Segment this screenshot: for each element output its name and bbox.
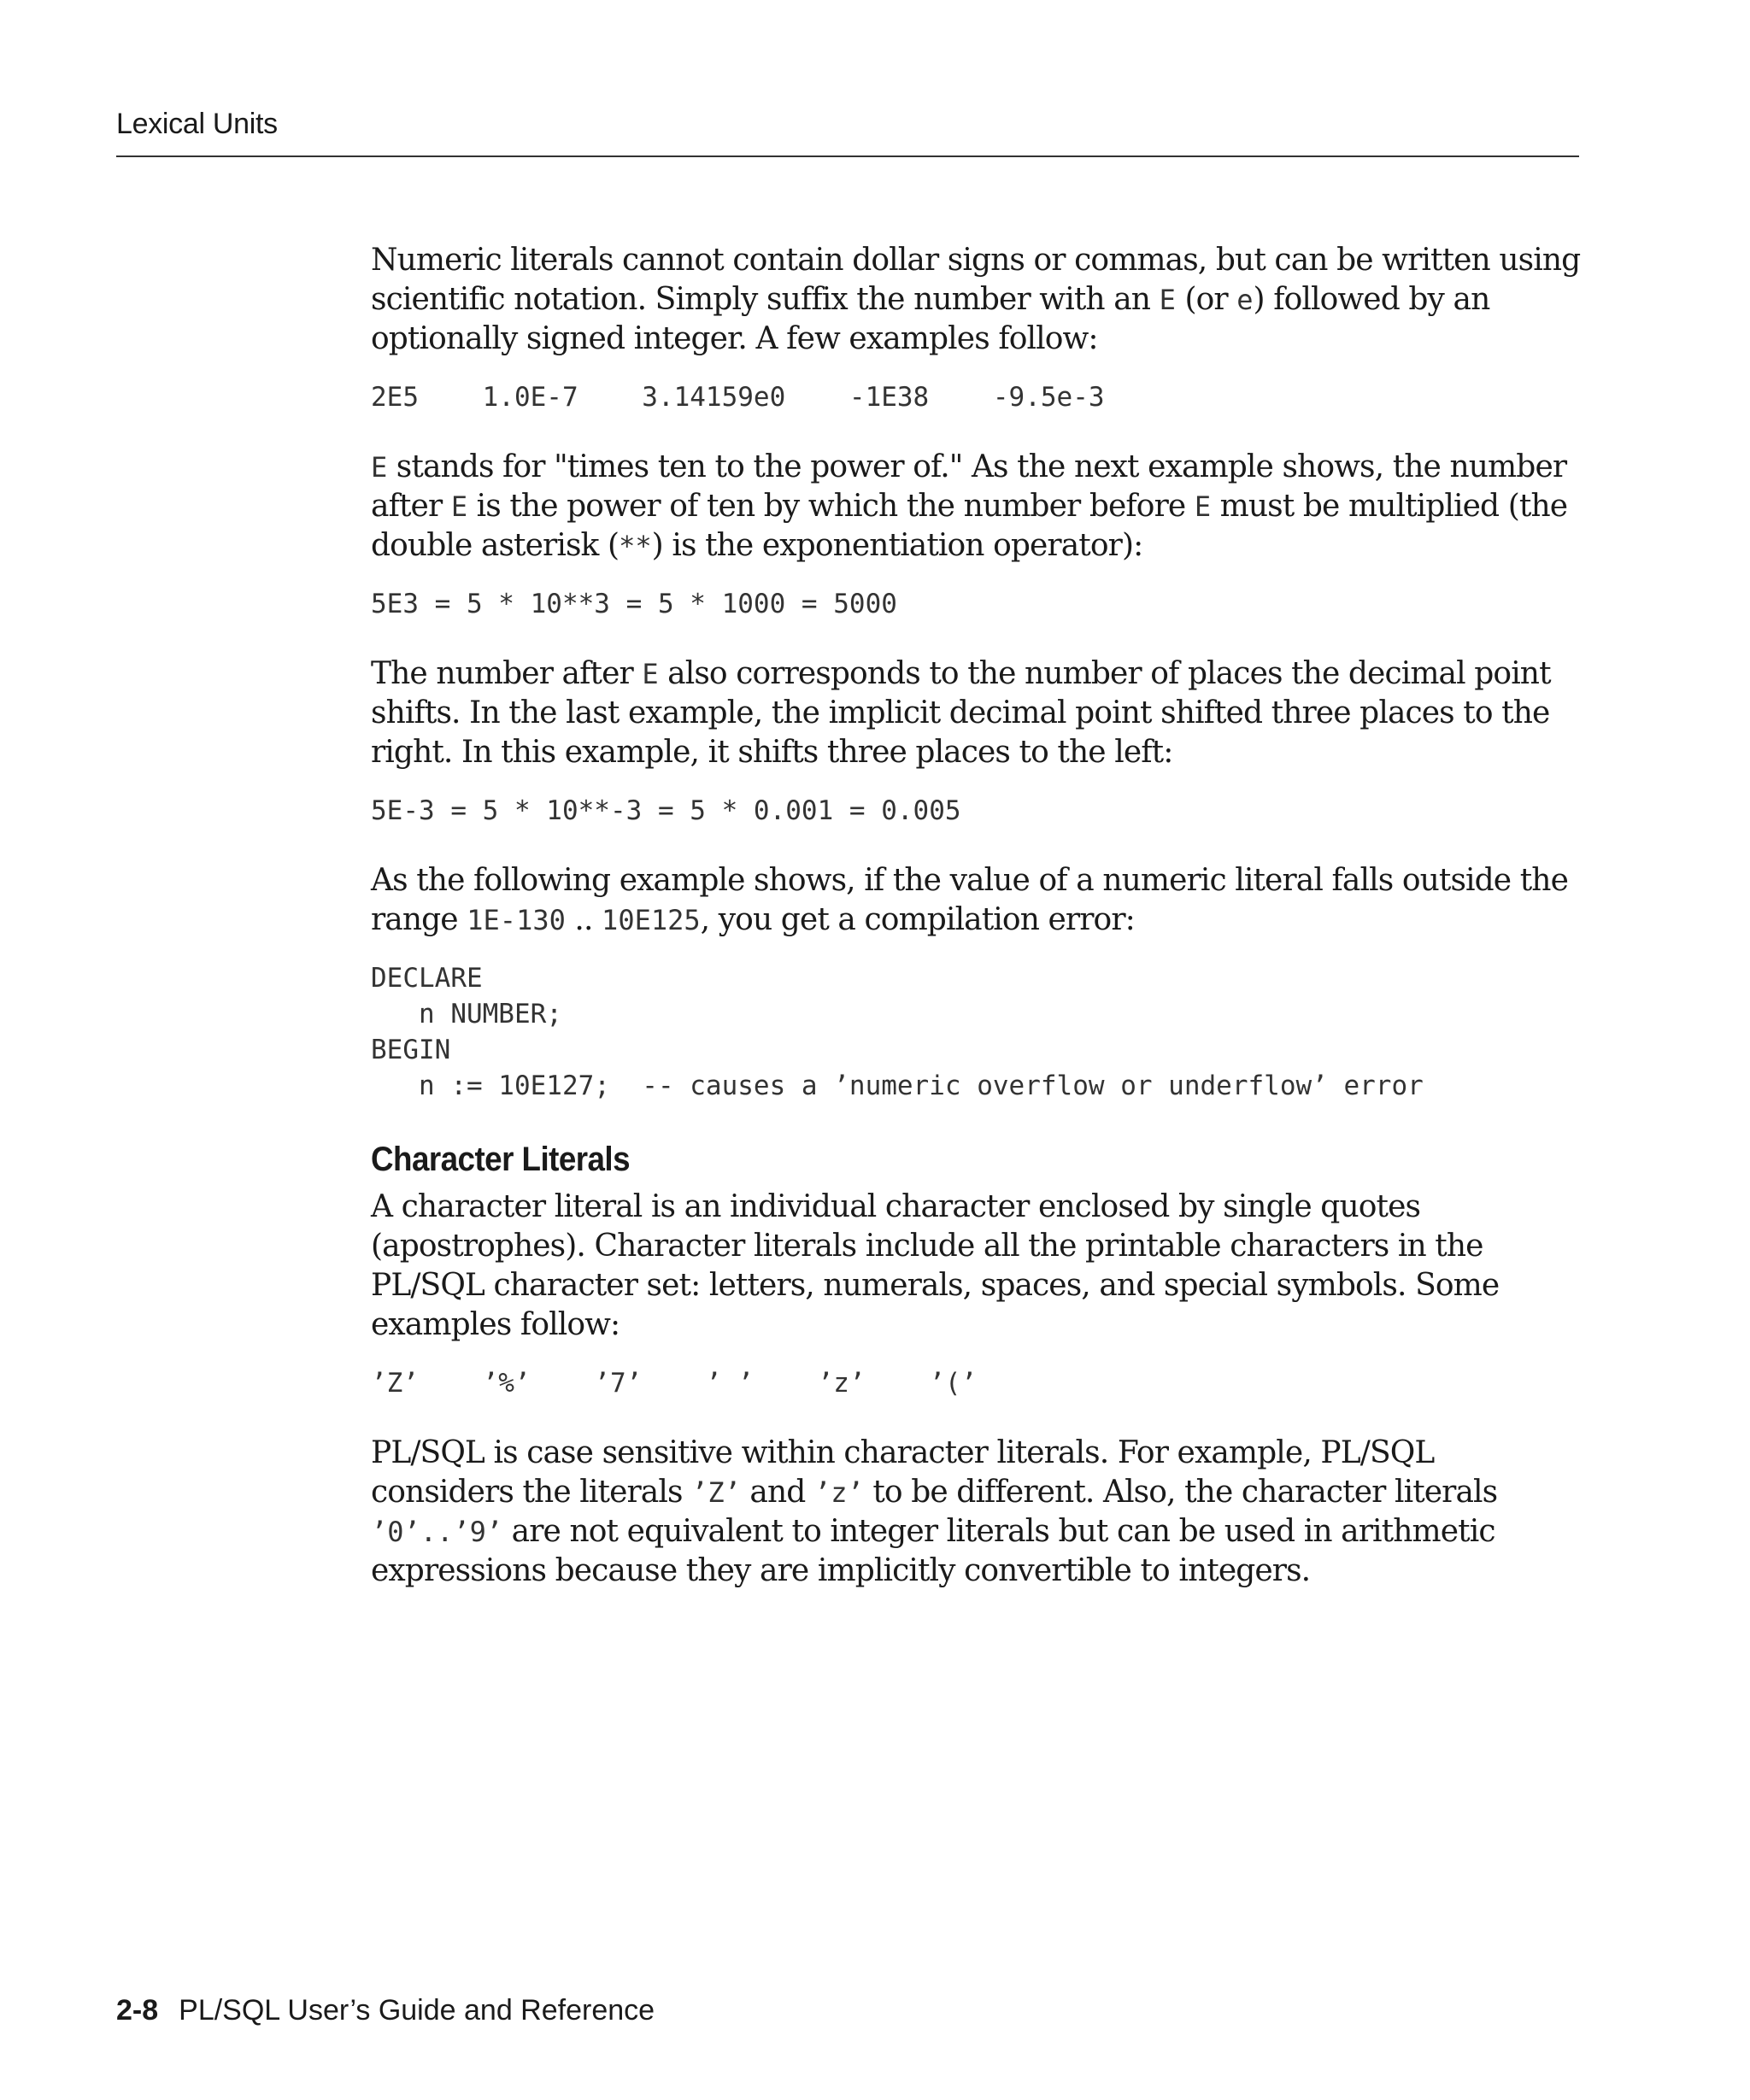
text-run: ) is the exponentiation operator): [651, 528, 1143, 563]
paragraph-range-error [371, 861, 1584, 940]
text-run: is the power of ten by which the number before [467, 489, 1195, 524]
paragraph-character-literal-definition: A character literal is an individual character enclosed by single quotes (apostrophes). Character literals include all the printable characters in the PL/SQL character set: letters, numerals, spaces, and special symbols. Some examples follow: [371, 1189, 1500, 1342]
text-run: ) followed by an optionally signed integer. A few examples follow: [371, 282, 1490, 356]
text-run: (or [1175, 282, 1237, 317]
inline-code: 1E-130 [467, 904, 566, 936]
text-run: Numeric literals cannot contain dollar signs or commas, but can be written using scientific notation. Simply suffix the number with an [371, 243, 1581, 317]
inline-code: e [1236, 284, 1254, 316]
book-title: PL/SQL User’s Guide and Reference [179, 1994, 655, 2027]
inline-code: E [1159, 284, 1176, 316]
code-line: BEGIN [371, 1035, 451, 1065]
code-example-power: 5E3 = 5 * 10**3 = 5 * 1000 = 5000 [371, 589, 897, 619]
text-run: .. [565, 902, 602, 937]
text-run: As the following example shows, if the value of a numeric literal falls outside the range [371, 863, 1568, 937]
section-heading-character-literals: Character Literals [371, 1141, 631, 1178]
paragraph-decimal-shift [371, 654, 1584, 772]
header-rule [116, 155, 1579, 157]
inline-code: ’Z’ [691, 1476, 741, 1509]
paragraph-e-meaning [371, 448, 1584, 566]
paragraph-scientific-notation [371, 241, 1584, 359]
inline-code: ’0’..’9’ [371, 1516, 503, 1548]
inline-code: ’z’ [813, 1476, 864, 1509]
paragraph-case-sensitivity [371, 1434, 1584, 1591]
inline-code: E [450, 490, 468, 523]
text-run: PL/SQL is case sensitive within character literals. For example, PL/SQL considers the literals [371, 1435, 1435, 1510]
text-run: also corresponds to the number of places the decimal point shifts. In the last example, the implicit decimal point shifted three places to the right. In this example, it shifts three places to the left: [371, 656, 1551, 770]
inline-code: E [371, 451, 388, 484]
text-run: stands for "times ten to the power of." As the next example shows, the number after [371, 449, 1567, 524]
page-footer [116, 1994, 655, 2027]
code-line: n := 10E127; -- causes a ’numeric overflow or underflow’ error [371, 1071, 1424, 1101]
code-line: n NUMBER; [371, 999, 562, 1029]
text-run: to be different. Also, the character literals [863, 1475, 1498, 1510]
page-content [371, 241, 1584, 1611]
inline-code: E [642, 658, 659, 690]
inline-code: 10E125 [602, 904, 701, 936]
text-run: are not equivalent to integer literals but can be used in arithmetic expressions because they are implicitly convertible to integers. [371, 1514, 1495, 1588]
inline-code: ** [619, 530, 652, 562]
running-header: Lexical Units [116, 108, 278, 140]
inline-code: E [1194, 490, 1212, 523]
code-line: DECLARE [371, 963, 483, 994]
code-example-numeric-literals: 2E5 1.0E-7 3.14159e0 -1E38 -9.5e-3 [371, 382, 1105, 413]
text-run: The number after [371, 656, 643, 691]
page-number: 2-8 [116, 1994, 159, 2027]
text-run: , you get a compilation error: [700, 902, 1135, 937]
code-example-negative-power: 5E-3 = 5 * 10**-3 = 5 * 0.001 = 0.005 [371, 795, 961, 826]
code-block-declare [371, 960, 1584, 1104]
text-run: must be multiplied (the double asterisk ( [371, 489, 1568, 563]
code-example-character-literals: ’Z’ ’%’ ’7’ ’ ’ ’z’ ’(’ [371, 1368, 978, 1399]
text-run: and [740, 1475, 814, 1510]
